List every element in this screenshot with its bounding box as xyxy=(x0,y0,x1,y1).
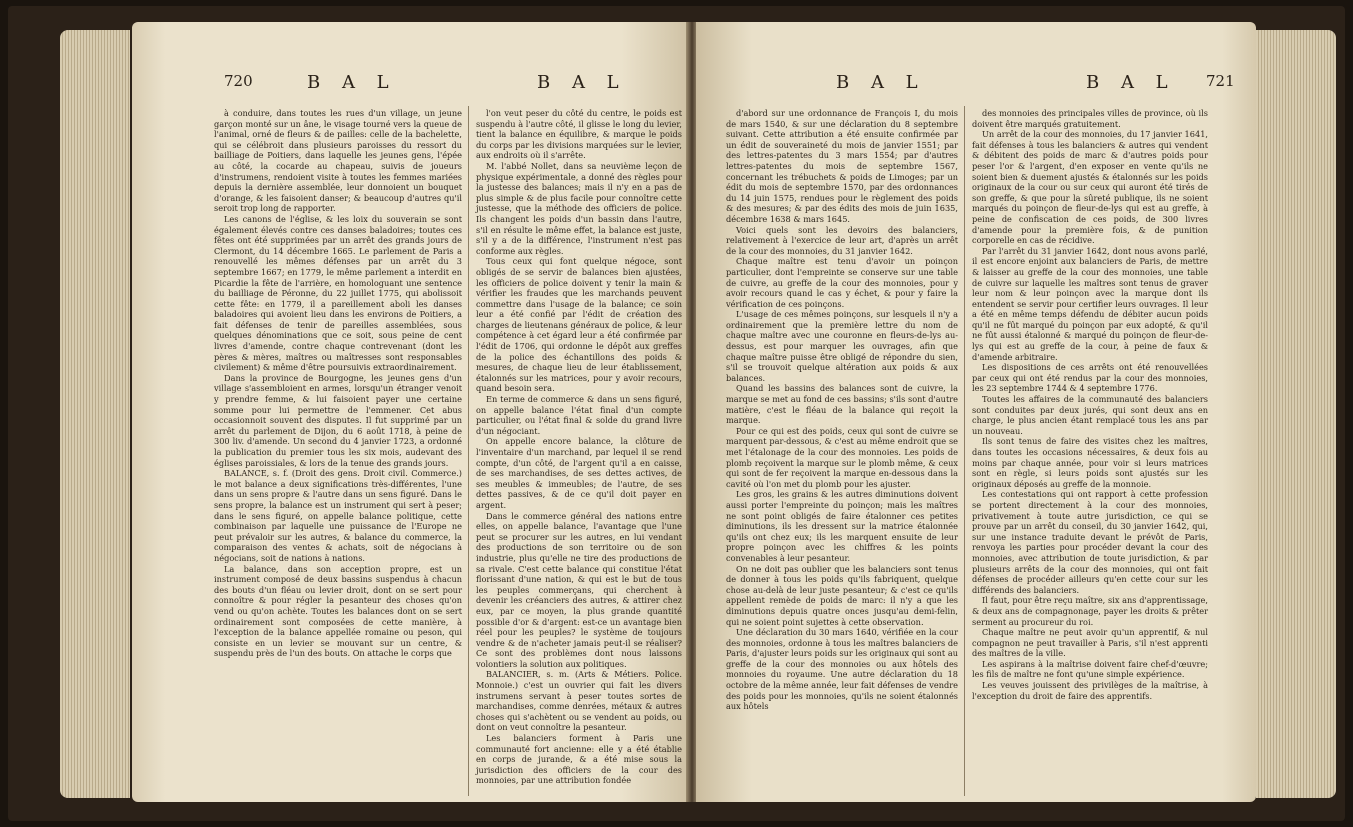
paragraph: Par l'arrêt du 31 janvier 1642, dont nous avons parlé, il est encore enjoint aux balanciers de Paris, de mettre & laisser au greffe de la cour des monnoies, une table de cuivre sur laquelle les maîtres sont tenus de graver leur nom & leur poinçon avec la marque dont ils entendent se servir pour certifier leurs ouvrages. Il leur a été en même temps défendu de débiter aucun poids qu'il ne fût marqué du poinçon par eux adopté, & qu'il ne fût aussi étalonné & marqué du poinçon de fleur-de-lys qui est au greffe de la cour, à peine de faux & d'amende arbitraire. xyxy=(972,245,1208,362)
paragraph: à conduire, dans toutes les rues d'un village, un jeune garçon monté sur un âne, le visage tourné vers la queue de l'animal, orné de fleurs & de pailles: celle de la bachelette, qui se célébroit dans plusieurs paroisses du ressort du bailliage de Poitiers, dans laquelle les jeunes gens, l'épée au côté, la cocarde au chapeau, suivis de joueurs d'instrumens, rendoient visite à toutes les femmes mariées depuis la dernière assemblée, leur donnoient un bouquet d'orange, & les faisoient danser; & beaucoup d'autres qu'il seroit trop long de rapporter. xyxy=(214,108,462,214)
paragraph: Dans le commerce général des nations entre elles, on appelle balance, l'avantage que l'une peut se procurer sur les autres, en lui vendant des productions de son territoire ou de son industrie, plus qu'elle ne tire des productions de sa rivale. C'est cette balance qui constitue l'état florissant d'une nation, & qui est le but de tous les peuples commerçans, qui cherchent à devenir les créanciers des autres, & attirer chez eux, par ce moyen, la plus grande quantité possible d'or & d'argent: est-ce un avantage bien réel pour les peuples? le système de toujours vendre & de n'acheter jamais peut-il se réaliser? Ce sont des problèmes dont nous laissons volontiers la solution aux politiques. xyxy=(476,510,682,669)
paragraph: Une déclaration du 30 mars 1640, vérifiée en la cour des monnoies, ordonne à tous les maîtres balanciers de Paris, d'ajuster leurs poids sur les originaux qui sont au greffe de la cour des monnoies ou aux hôtels des monnoies du royaume. Une autre déclaration du 18 octobre de la même année, leur fait défenses de vendre des poids pour les monnoies, qu'ils ne soient étalonnés aux hôtels xyxy=(726,627,958,712)
paragraph: Les balanciers forment à Paris une communauté fort ancienne: elle y a été établie en corps de jurande, & a été mise sous la jurisdiction des officiers de la cour des monnoies, par une attribution fondée xyxy=(476,733,682,786)
paragraph: d'abord sur une ordonnance de François I, du mois de mars 1540, & sur une déclaration du 8 septembre suivant. Cette attribution a été ensuite confirmée par un édit de souveraineté du mois de janvier 1551; par des lettres-patentes du 3 mars 1554; par d'autres lettres-patentes du mois de septembre 1567, concernant les trébuchets & poids de Limoges; par un édit du mois de septembre 1570, par des ordonnances du 14 juin 1575, rendues pour le règlement des poids & des mesures; & par des édits des mois de juin 1635, décembre 1638 & mars 1645. xyxy=(726,108,958,224)
text-column-1 xyxy=(726,108,958,712)
running-head: B A L xyxy=(307,72,397,93)
paragraph: Il faut, pour être reçu maître, six ans d'apprentissage, & deux ans de compagnonage, payer les droits & prêter serment au procureur du roi. xyxy=(972,595,1208,627)
right-page xyxy=(696,22,1256,802)
paragraph: Quand les bassins des balances sont de cuivre, la marque se met au fond de ces bassins; s'ils sont d'autre matière, c'est le fléau de la balance qui reçoit la marque. xyxy=(726,383,958,426)
paragraph: En terme de commerce & dans un sens figuré, on appelle balance l'état final d'un compte particulier, ou l'état final & solde du grand livre d'un négociant. xyxy=(476,394,682,436)
paragraph: L'usage de ces mêmes poinçons, sur lesquels il n'y a ordinairement que la première lettre du nom de chaque maître avec une couronne en fleurs-de-lys au-dessus, est pour marquer les ouvrages, afin que chaque maître puisse être obligé de répondre du sien, s'il se trouvoit quelque altération aux poids & aux balances. xyxy=(726,309,958,383)
page-number: 720 xyxy=(224,72,253,90)
paragraph: BALANCIER, s. m. (Arts & Métiers. Police. Monnoie.) c'est un ouvrier qui fait les divers instrumens servant à peser toutes sortes de marchandises, comme denrées, métaux & autres choses qui s'achètent ou se vendent au poids, ou dont on veut connoître la pesanteur. xyxy=(476,669,682,733)
right-page-edges xyxy=(1256,30,1336,798)
running-head: B A L xyxy=(537,72,627,93)
text-column-1 xyxy=(214,108,462,659)
paragraph: Les contestations qui ont rapport à cette profession se portent directement à la cour des monnoies, privativement à toute autre jurisdiction, ce qui se prouve par un arrêt du conseil, du 30 janvier 1642, qui, sur une instance traduite devant le prévôt de Paris, renvoya les parties pour procéder devant la cour des monnoies, avec attribution de toute jurisdiction, & par plusieurs arrêts de la cour des monnoies, qui ont fait défenses de procéder ailleurs qu'en cette cour sur les différends des balanciers. xyxy=(972,489,1208,595)
left-page xyxy=(132,22,688,802)
right-running-head xyxy=(696,72,1256,102)
running-head: B A L xyxy=(836,72,926,93)
paragraph: Dans la province de Bourgogne, les jeunes gens d'un village s'assembloient en armes, lorsqu'un étranger venoit y prendre femme, & lui faisoient payer une certaine somme pour lui permettre de l'emmener. Cet abus occasionnoit souvent des disputes. Il fut supprimé par un arrêt du parlement de Dijon, du 6 août 1718, à peine de 300 liv. d'amende. Un second du 4 janvier 1723, a ordonné la publication du premier tous les six mois, audevant des églises paroissiales, & lors de la tenue des grands jours. xyxy=(214,372,462,468)
paragraph: Un arrêt de la cour des monnoies, du 17 janvier 1641, fait défenses à tous les balanciers & autres qui vendent & débitent des poids de marc & d'autres poids pour peser l'or & l'argent, d'en exposer en vente qu'ils ne soient bien & duement ajustés & étalonnés sur les poids originaux de la cour ou sur ceux qui auront été tirés de son greffe, & que pour la sûreté publique, ils ne soient marqués du poinçon de fleur-de-lys qui est au greffe, à peine de confiscation de ces poids, de 300 livres d'amende pour la première fois, & de punition corporelle en cas de récidive. xyxy=(972,129,1208,246)
running-head: B A L xyxy=(1086,72,1176,93)
text-column-2 xyxy=(972,108,1208,701)
paragraph: BALANCE, s. f. (Droit des gens. Droit civil. Commerce.) le mot balance a deux significations très-différentes, l'une dans un sens propre & l'autre dans un sens figuré. Dans le sens propre, la balance est un instrument qui sert à peser; dans le sens figuré, on appelle balance politique, cette combinaison par laquelle une puissance de l'Europe ne peut prévaloir sur les autres, & balance du commerce, la comparaison des ventes & achats, soit de négocians à négocians, soit de nations à nations. xyxy=(214,468,462,563)
paragraph: M. l'abbé Nollet, dans sa neuvième leçon de physique expérimentale, a donné des règles pour la justesse des balances; mais il n'y en a pas de plus simple & de plus facile pour connoître cette justesse, que la méthode des officiers de police. Ils changent les poids d'un bassin dans l'autre, s'il en résulte le même effet, la balance est juste, s'il y a de la différence, l'instrument n'est pas conforme aux règles. xyxy=(476,160,682,256)
page-number: 721 xyxy=(1206,72,1235,90)
column-rule xyxy=(964,106,965,796)
left-running-head xyxy=(132,72,688,102)
paragraph: La balance, dans son acception propre, est un instrument composé de deux bassins suspendus à chacun des bouts d'un fléau ou levier droit, dont on se sert pour connoître & pour régler la pesanteur des choses qu'on vend ou qu'on achète. Toutes les balances dont on se sert ordinairement sont composées de cette manière, à l'exception de la balance appellée romaine ou peson, qui consiste en un levier se mouvant sur un centre, & suspendu près de l'un des bouts. On attache le corps que xyxy=(214,563,462,659)
paragraph: Les veuves jouissent des privilèges de la maîtrise, à l'exception du droit de faire des apprentifs. xyxy=(972,680,1208,701)
paragraph: Les gros, les grains & les autres diminutions doivent aussi porter l'empreinte du poinçon; mais les maîtres ne sont point obligés de faire étalonner ces petites diminutions, ils les dressent sur la matrice étalonnée qu'ils ont chez eux; ils les marquent ensuite de leur propre poinçon avec les chiffres & les points convenables à leur pesanteur. xyxy=(726,489,958,563)
paragraph: Tous ceux qui font quelque négoce, sont obligés de se servir de balances bien ajustées, les officiers de police doivent y tenir la main & vérifier les fraudes que les marchands peuvent commettre dans l'usage de la balance; ce soin leur a été confié par l'édit de création des charges de lieutenans généraux de police, & leur compétence à cet égard leur a été confirmée par l'édit de 1706, qui ordonne le dépôt aux greffes de la police des échantillons des poids & mesures, de chaque lieu de leur établissement, étalonnés sur les matrices, pour y avoir recours, quand besoin sera. xyxy=(476,256,682,394)
paragraph: l'on veut peser du côté du centre, le poids est suspendu à l'autre côté, il glisse le long du levier, tient la balance en équilibre, & marque le poids du corps par les divisions marquées sur le levier, aux endroits où il s'arrête. xyxy=(476,108,682,161)
left-page-edges xyxy=(60,30,130,798)
paragraph: Les dispositions de ces arrêts ont été renouvellées par ceux qui ont été rendus par la cour des monnoies, les 23 septembre 1744 & 4 septembre 1776. xyxy=(972,362,1208,394)
paragraph: Chaque maître ne peut avoir qu'un apprentif, & nul compagnon ne peut travailler à Paris, s'il n'est apprenti des maîtres de la ville. xyxy=(972,627,1208,659)
paragraph: Ils sont tenus de faire des visites chez les maîtres, dans toutes les occasions nécessaires, & deux fois au moins par chaque année, pour voir si leurs matrices sont en règle, si leurs poids sont ajustés sur les originaux déposés au greffe de la monnoie. xyxy=(972,436,1208,489)
column-rule xyxy=(468,106,469,796)
paragraph: On ne doit pas oublier que les balanciers sont tenus de donner à tous les poids qu'ils fabriquent, quelque chose au-delà de leur juste pesanteur; & c'est ce qu'ils appellent remède de poids de marc: il n'y a que les diminutions depuis quatre onces jusqu'au demi-felin, qui ne soient point sujettes à cette observation. xyxy=(726,563,958,627)
paragraph: Pour ce qui est des poids, ceux qui sont de cuivre se marquent par-dessous, & c'est au même endroit que se met l'étalonage de la cour des monnoies. Les poids de plomb reçoivent la marque sur le plomb même, & ceux qui sont de fer reçoivent la marque en-dessous dans la cavité où l'on met du plomb pour les ajuster. xyxy=(726,425,958,489)
paragraph: Toutes les affaires de la communauté des balanciers sont conduites par deux jurés, qui sont deux ans en charge, le plus ancien étant remplacé tous les ans par un nouveau. xyxy=(972,394,1208,436)
paragraph: des monnoies des principales villes de province, où ils doivent être marqués gratuitement. xyxy=(972,108,1208,129)
paragraph: On appelle encore balance, la clôture de l'inventaire d'un marchand, par lequel il se rend compte, d'un côté, de l'argent qu'il a en caisse, de ses marchandises, de ses dettes actives, de ses meubles & immeubles; de l'autre, de ses dettes passives, & de ce qu'il doit payer en argent. xyxy=(476,436,682,510)
paragraph: Les aspirans à la maîtrise doivent faire chef-d'œuvre; les fils de maître ne font qu'une simple expérience. xyxy=(972,658,1208,680)
text-column-2 xyxy=(476,108,682,786)
paragraph: Les canons de l'église, & les loix du souverain se sont également élevés contre ces danses baladoires; toutes ces fêtes ont été supprimées par un arrêt des grands jours de Clermont, du 14 décembre 1665. Le parlement de Paris a renouvellé les mêmes défenses par un arrêt du 3 septembre 1667; en 1779, le même parlement a interdit en Picardie la fête de l'arrière, en homologuant une sentence du bailliage de Péronne, du 22 juillet 1775, qui abolissoit cette fête: en 1779, il a pareillement aboli les danses baladoires qui avoient lieu dans les environs de Poitiers, a fait défenses de tenir de pareilles assemblées, sous quelques dénominations que ce soit, sous peine de cent livres d'amende, contre chaque contrevenant (dont les pères & mères, maîtres ou maîtresses sont responsables civilement) & même d'être poursuivis extraordinairement. xyxy=(214,213,462,373)
paragraph: Chaque maître est tenu d'avoir un poinçon particulier, dont l'empreinte se conserve sur une table de cuivre, au greffe de la cour des monnoies, pour y avoir recours quand le cas y échet, & pour y faire la vérification de ces poinçons. xyxy=(726,256,958,309)
paragraph: Voici quels sont les devoirs des balanciers, relativement à l'exercice de leur art, d'après un arrêt de la cour des monnoies, du 31 janvier 1642. xyxy=(726,224,958,256)
